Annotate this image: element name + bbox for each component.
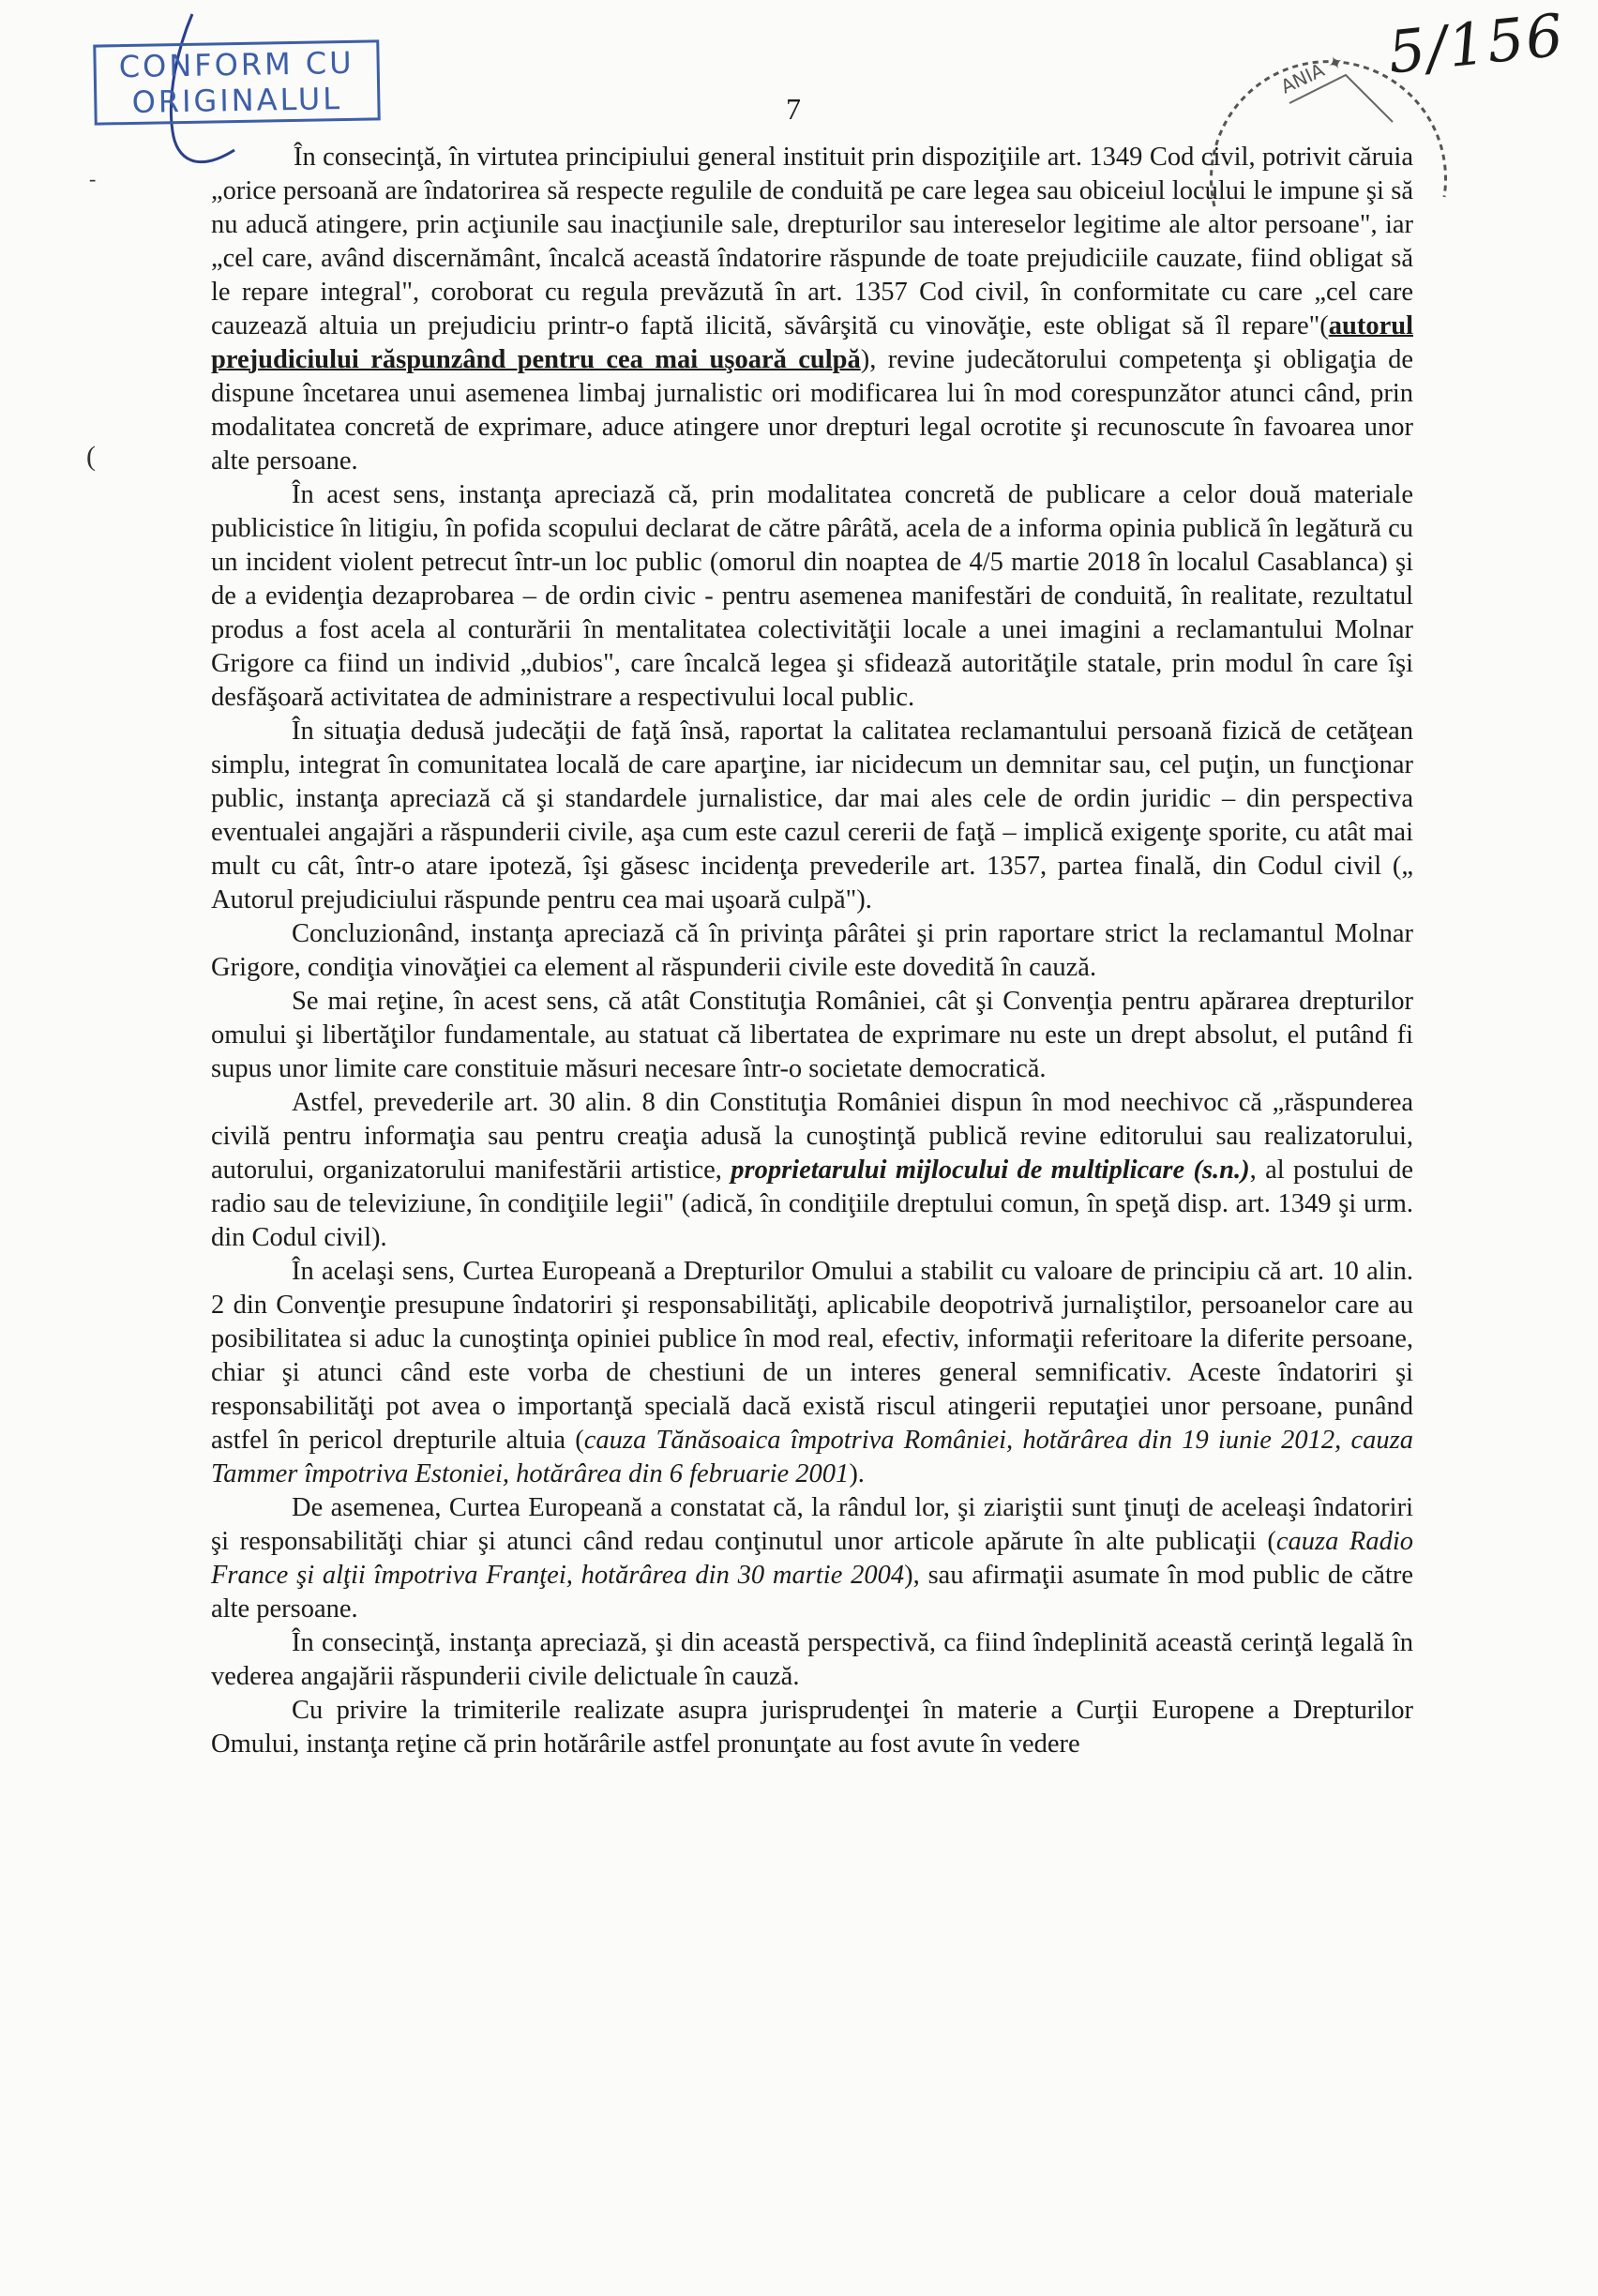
text-run: proprietarului mijlocului de multiplicare (s.n.) bbox=[731, 1156, 1250, 1185]
text-run: ), sau afirmaţii asumate în mod public de către alte persoane. bbox=[211, 1561, 1413, 1624]
page-number: 7 bbox=[786, 92, 801, 126]
margin-dash-mark: - bbox=[89, 167, 97, 190]
paragraph-4 bbox=[211, 917, 1413, 985]
stamp-line-1: CONFORM CU bbox=[118, 44, 354, 85]
paragraph-7 bbox=[211, 1255, 1413, 1491]
text-run: cauza Radio France şi alţii împotriva Franţei, hotărârea din 30 martie 2004 bbox=[211, 1527, 1413, 1590]
paragraph-3 bbox=[211, 715, 1413, 917]
text-run: În consecinţă, în virtutea principiului general instituit prin dispoziţiile art. 1349 Cod civil, potrivit căruia „orice persoană are îndatorirea să respecte regulile de conduită pe care legea sau obiceiul locului le impune şi să nu aducă atingere, prin acţiunile sau inacţiunile sale, drepturilor sau intereselor legitime ale altor persoane", iar „cel care, având discernământ, încalcă această îndatorire răspunde de toate prejudiciile cauzate, fiind obligat să le repare integral", coroborat cu regula prevăzută în art. 1357 Cod civil, în conformitate cu care „cel care cauzează altuia un prejudiciu printr-o faptă ilicită, săvârşită cu vinovăţie, este obligat să îl repare"( bbox=[211, 143, 1413, 340]
text-run: Se mai reţine, în acest sens, că atât Constituţia României, cât şi Convenţia pentru apărarea drepturilor omului şi libertăţilor fundamentale, au statuat că libertatea de exprimare nu este un drept absolut, el putând fi supus unor limite care constituie măsuri necesare într-o societate democratică. bbox=[211, 987, 1413, 1083]
text-run: Cu privire la trimiterile realizate asupra jurisprudenţei în materie a Curţii Europene a Drepturilor Omului, instanţa reţine că prin hotărârile astfel pronunţate au fost avute în vedere bbox=[211, 1696, 1413, 1759]
margin-bracket-mark: ( bbox=[86, 441, 96, 472]
text-run: Concluzionând, instanţa apreciază că în privinţa pârâtei şi prin raportare strict la reclamantul Molnar Grigore, condiţia vinovăţiei ca element al răspunderii civile este dovedită în cauză. bbox=[211, 919, 1413, 982]
text-run: În acest sens, instanţa apreciază că, prin modalitatea concretă de publicare a celor două materiale publicistice în litigiu, în pofida scopului declarat de către pârâtă, acela de a informa opinia publică în legătură cu un incident violent petrecut într-un loc public (omorul din noaptea de 4/5 martie 2018 în localul Casablanca) şi de a evidenţia dezaprobarea – de ordin civic - pentru asemenea manifestări de conduită, în realitate, rezultatul produs a fost acela al conturării în mentalitatea colectivităţii locale a unei imagini a reclamantului Molnar Grigore ca fiind un individ „dubios", care încalcă legea şi sfidează autorităţile statale, prin modul în care îşi desfăşoară activitatea de administrare a respectivului local public. bbox=[211, 480, 1413, 712]
text-run: autorul prejudiciului răspunzând pentru cea mai uşoară culpă bbox=[211, 311, 1413, 374]
conform-cu-originalul-stamp bbox=[93, 39, 380, 125]
text-run: În acelaşi sens, Curtea Europeană a Drepturilor Omului a stabilit cu valoare de principiu că art. 10 alin. 2 din Convenţie presupune îndatoriri şi responsabilităţi, aplicabile deopotrivă jurnaliştilor, persoanelor care au posibilitatea si aduc la cunoştinţa opiniei publice în mod real, efectiv, informaţii referitoare la diferite persoane, chiar şi atunci când este vorba de chestiuni de un interes general semnificativ. Aceste îndatoriri şi responsabilităţi pot avea o importanţă specială dacă există riscul atingerii reputaţiei unor persoane, punând astfel în pericol drepturile altuia ( bbox=[211, 1257, 1413, 1455]
text-run: cauza Tănăsoaica împotriva României, hotărârea din 19 iunie 2012, cauza Tammer împotriva Estoniei, hotărârea din 6 februarie 2001 bbox=[211, 1426, 1413, 1488]
stamp-line-2: ORIGINALUL bbox=[131, 81, 343, 120]
paragraph-8 bbox=[211, 1491, 1413, 1626]
paragraph-6 bbox=[211, 1086, 1413, 1255]
paragraph-5 bbox=[211, 985, 1413, 1086]
svg-text:ANIA ✦: ANIA ✦ bbox=[1276, 49, 1348, 98]
text-run: În consecinţă, instanţa apreciază, şi din această perspectivă, ca fiind îndeplinită această cerinţă legală în vederea angajării răspunderii civile delictuale în cauză. bbox=[211, 1628, 1413, 1691]
document-body bbox=[211, 141, 1413, 1761]
paragraph-10 bbox=[211, 1694, 1413, 1761]
paragraph-1 bbox=[211, 141, 1413, 478]
handwritten-reference: 5/156 bbox=[1384, 0, 1568, 87]
text-run: ), revine judecătorului competenţa şi obligaţia de dispune încetarea unui asemenea limbaj jurnalistic ori modificarea lui în mod corespunzător atunci când, prin modalitatea concretă de exprimare, aduce atingere unor drepturi legal ocrotite şi recunoscute în favoarea unor alte persoane. bbox=[211, 345, 1414, 476]
text-run: Astfel, prevederile art. 30 alin. 8 din Constituţia României dispun în mod neechivoc că „răspunderea civilă pentru informaţia sau pentru creaţia adusă la cunoştinţă publică revine editorului sau realizatorului, autorului, organizatorului manifestării artistice, bbox=[211, 1088, 1413, 1185]
text-run: ). bbox=[849, 1459, 865, 1488]
text-run: În situaţia dedusă judecăţii de faţă însă, raportat la calitatea reclamantului persoană fizică de cetăţean simplu, integrat în comunitatea locală de care aparţine, iar nicidecum un demnitar sau, cel puţin, un funcţionar public, instanţa apreciază că şi standardele jurnalistice, dar mai ales cele de ordin juridic – din perspectiva eventualei angajări a răspunderii civile, aşa cum este cazul cererii de faţă – implică exigenţe sporite, cu atât mai mult cu cât, într-o atare ipoteză, îşi găsesc incidenţa prevederile art. 1357, partea finală, din Codul civil („ Autorul prejudiciului răspunde pentru cea mai uşoară culpă"). bbox=[211, 717, 1413, 914]
paragraph-2 bbox=[211, 478, 1413, 715]
paragraph-9 bbox=[211, 1626, 1413, 1694]
text-run: De asemenea, Curtea Europeană a constatat că, la rândul lor, şi ziariştii sunt ţinuţi de aceleaşi îndatoriri şi responsabilităţi chiar şi atunci când redau conţinutul unor articole apărute în alte publicaţii ( bbox=[211, 1493, 1413, 1556]
text-run: , al postului de radio sau de televiziune, în condiţiile legii" (adică, în condiţiile dreptului comun, în speţă disp. art. 1349 şi urm. din Codul civil). bbox=[211, 1156, 1413, 1252]
